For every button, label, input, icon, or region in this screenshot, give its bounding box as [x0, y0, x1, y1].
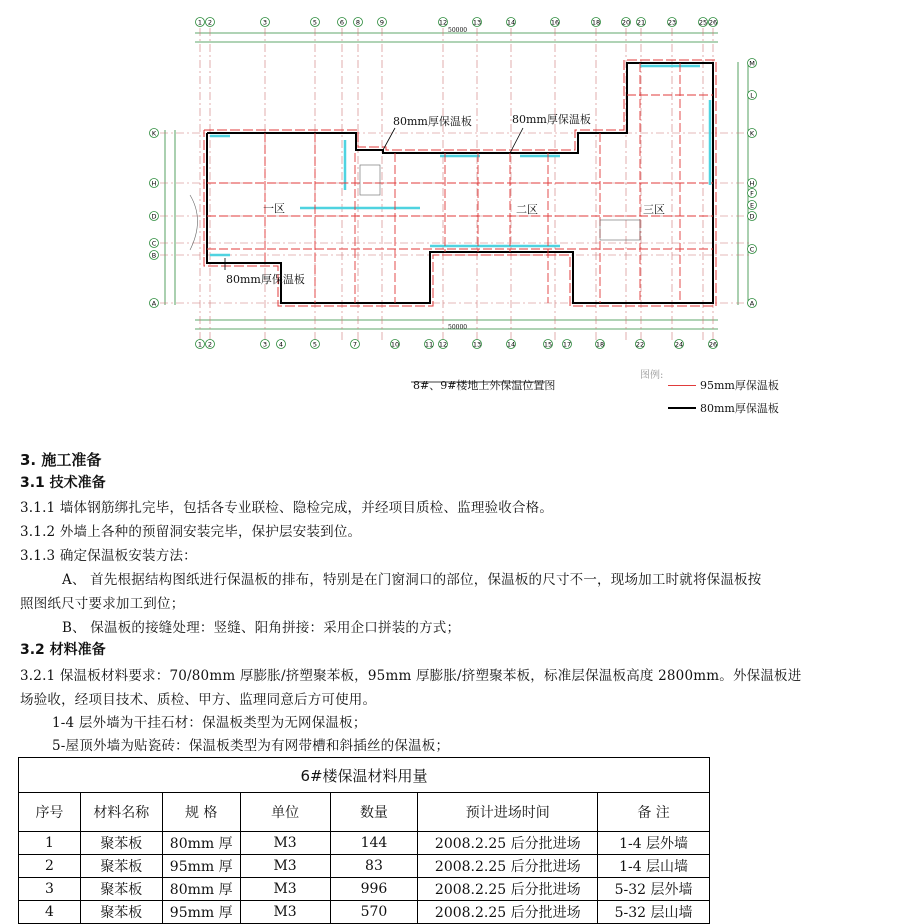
table-cell: M3: [240, 878, 330, 901]
axis-bubble-right-label: A: [749, 299, 755, 308]
zone-label: 三区: [643, 203, 665, 216]
table-cell: M3: [240, 855, 330, 878]
legend-label-95mm: 95mm厚保温板: [700, 379, 779, 392]
col-header: 规 格: [162, 793, 240, 832]
plan-caption: 8#、9#楼地上外保温位置图: [413, 379, 556, 392]
col-header: 预计进场时间: [418, 793, 598, 832]
table-cell: 95mm 厚: [162, 855, 240, 878]
zone-label: 一区: [263, 202, 285, 215]
table-row: [19, 878, 710, 901]
axis-bubble-right-label: F: [750, 189, 754, 198]
axis-bubble-right-label: E: [749, 201, 755, 210]
table-cell: 1-4 层山墙: [598, 855, 710, 878]
table-cell: 1-4 层外墙: [598, 832, 710, 855]
axis-bubble-bottom-label: 18: [595, 340, 605, 349]
axis-bubble-left-label: K: [151, 129, 157, 138]
table-cell: 80mm 厚: [162, 832, 240, 855]
axis-bubble-bottom-label: 2: [207, 340, 213, 349]
col-header: 单位: [240, 793, 330, 832]
table-cell: 4: [19, 901, 81, 924]
axis-bubble-top-label: 14: [506, 18, 516, 27]
axis-bubble-left-label: H: [151, 179, 157, 188]
axis-bubble-top-label: 12: [438, 18, 448, 27]
axis-bubble-bottom-label: 24: [674, 340, 684, 349]
axis-bubble-top-label: 6: [339, 18, 345, 27]
axis-bubble-top-label: 8: [355, 18, 361, 27]
table-cell: 1: [19, 832, 81, 855]
paragraph-floor-1-4: 1-4 层外墙为干挂石材：保温板类型为无网保温板；: [52, 715, 367, 731]
paragraph-3-1-3: 3.1.3 确定保温板安装方法：: [20, 548, 197, 564]
legend-label-80mm: 80mm厚保温板: [700, 402, 779, 415]
axis-bubble-bottom-label: 17: [562, 340, 572, 349]
paragraph-a-line1: A、 首先根据结构图纸进行保温板的排布，特别是在门窗洞口的部位，保温板的尺寸不一，现场加工时就将保温板按: [62, 572, 762, 588]
section-heading-3-1: 3.1 技术准备: [20, 475, 106, 491]
axis-bubble-top-label: 2: [207, 18, 213, 27]
axis-bubble-top-label: 20: [621, 18, 631, 27]
col-header: 序号: [19, 793, 81, 832]
plan-total-dim-bottom: 50000: [448, 324, 468, 331]
paragraph-3-1-1: 3.1.1 墙体钢筋绑扎完毕，包括各专业联检、隐检完成，并经项目质检、监理验收合格。: [20, 500, 554, 516]
plan-total-dim-top: 50000: [448, 27, 468, 34]
axis-bubble-top-label: 3: [262, 18, 268, 27]
table-cell: 聚苯板: [80, 901, 162, 924]
axis-bubble-right-label: L: [750, 91, 754, 100]
axis-bubble-bottom-label: 10: [390, 340, 400, 349]
table-cell: 聚苯板: [80, 855, 162, 878]
axis-bubble-top-label: 23: [667, 18, 677, 27]
table-cell: 83: [330, 855, 418, 878]
col-header: 材料名称: [80, 793, 162, 832]
table-cell: 144: [330, 832, 418, 855]
axis-bubble-bottom-label: 26: [708, 340, 718, 349]
callout-label: 80mm厚保温板: [226, 273, 305, 286]
axis-bubble-bottom-label: 3: [262, 340, 268, 349]
callout-label: 80mm厚保温板: [512, 113, 591, 126]
paragraph-a-line2: 照图纸尺寸要求加工到位；: [20, 596, 185, 612]
table-cell: M3: [240, 832, 330, 855]
table-row: [19, 901, 710, 924]
callout-label: 80mm厚保温板: [393, 115, 472, 128]
paragraph-3-2-1-line2: 场验收，经项目技术、质检、甲方、监理同意后方可使用。: [20, 692, 377, 708]
axis-bubble-right-label: M: [749, 59, 755, 68]
axis-bubble-bottom-label: 4: [278, 340, 284, 349]
legend-swatch-95mm: [668, 385, 696, 386]
table-cell: 2008.2.25 后分批进场: [418, 855, 598, 878]
paragraph-3-2-1-line1: 3.2.1 保温板材料要求：70/80mm 厚膨胀/挤塑聚苯板，95mm 厚膨胀/挤塑聚苯板，标准层保温板高度 2800mm。外保温板进: [20, 668, 802, 684]
table-cell: 聚苯板: [80, 832, 162, 855]
table-cell: 2008.2.25 后分批进场: [418, 901, 598, 924]
axis-bubble-right-label: D: [749, 212, 755, 221]
axis-bubble-left-label: D: [151, 212, 157, 221]
paragraph-3-1-2: 3.1.2 外墙上各种的预留洞安装完毕，保护层安装到位。: [20, 524, 362, 540]
zone-label: 二区: [516, 203, 538, 216]
axis-bubble-top-label: 26: [708, 18, 718, 27]
axis-bubble-bottom-label: 5: [312, 340, 318, 349]
table-cell: 2: [19, 855, 81, 878]
table-title: 6#楼保温材料用量: [19, 758, 710, 793]
section-heading-3: 3. 施工准备: [20, 451, 102, 469]
axis-bubble-bottom-label: 1: [197, 340, 203, 349]
axis-bubble-bottom-label: 15: [543, 340, 553, 349]
table-cell: 5-32 层山墙: [598, 901, 710, 924]
axis-bubble-top-label: 21: [636, 18, 646, 27]
floor-plan-drawing: [0, 0, 909, 430]
table-cell: 80mm 厚: [162, 878, 240, 901]
axis-bubble-bottom-label: 12: [438, 340, 448, 349]
table-cell: 聚苯板: [80, 878, 162, 901]
section-heading-3-2: 3.2 材料准备: [20, 642, 106, 658]
axis-bubble-bottom-label: 13: [472, 340, 482, 349]
paragraph-floor-5-roof: 5-屋顶外墙为贴瓷砖：保温板类型为有网带槽和斜插丝的保温板；: [52, 738, 450, 754]
table-cell: 3: [19, 878, 81, 901]
axis-bubble-top-label: 1: [197, 18, 203, 27]
axis-bubble-top-label: 18: [591, 18, 601, 27]
table-cell: 996: [330, 878, 418, 901]
axis-bubble-bottom-label: 11: [424, 340, 434, 349]
table-row: [19, 832, 710, 855]
table-cell: 95mm 厚: [162, 901, 240, 924]
axis-bubble-bottom-label: 14: [506, 340, 516, 349]
axis-bubble-left-label: A: [151, 299, 157, 308]
axis-bubble-left-label: B: [151, 251, 157, 260]
legend-swatch-80mm: [668, 407, 696, 409]
table-cell: 5-32 层外墙: [598, 878, 710, 901]
table-cell: M3: [240, 901, 330, 924]
axis-bubble-left-label: C: [151, 239, 157, 248]
axis-bubble-top-label: 5: [312, 18, 318, 27]
col-header: 数量: [330, 793, 418, 832]
table-cell: 570: [330, 901, 418, 924]
material-table: [18, 757, 710, 924]
axis-bubble-top-label: 16: [550, 18, 560, 27]
axis-bubble-right-label: K: [749, 129, 755, 138]
axis-bubble-top-label: 13: [472, 18, 482, 27]
table-row: [19, 855, 710, 878]
legend-title: 图例:: [640, 370, 664, 381]
axis-bubble-right-label: H: [749, 179, 755, 188]
axis-bubble-bottom-label: 22: [635, 340, 645, 349]
table-cell: 2008.2.25 后分批进场: [418, 832, 598, 855]
table-cell: 2008.2.25 后分批进场: [418, 878, 598, 901]
axis-bubble-top-label: 9: [379, 18, 385, 27]
axis-bubble-bottom-label: 7: [352, 340, 358, 349]
axis-bubble-right-label: C: [749, 245, 755, 254]
axis-bubble-top-label: 25: [698, 18, 708, 27]
col-header: 备 注: [598, 793, 710, 832]
paragraph-b: B、 保温板的接缝处理：竖缝、阳角拼接：采用企口拼装的方式；: [62, 620, 461, 636]
